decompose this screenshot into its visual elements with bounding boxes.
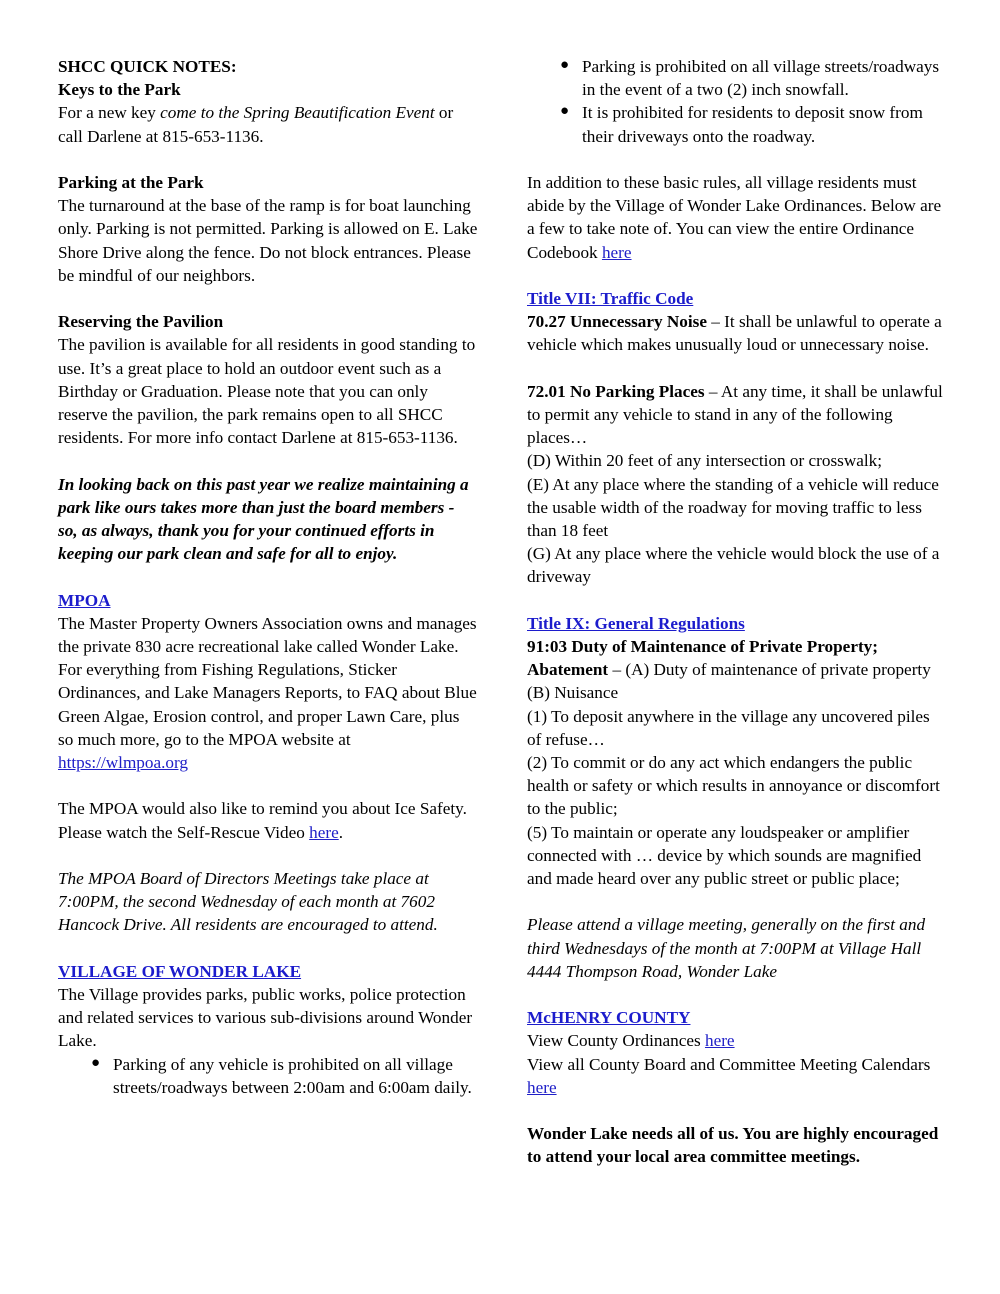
left-column <box>58 55 478 1099</box>
keys-text-after: or call Darlene at 815-653-1136. <box>58 103 454 146</box>
ordinance-70-27 <box>527 310 947 356</box>
quick-notes-title: SHCC QUICK NOTES: <box>58 57 237 76</box>
ordinance-70-27-text: – It shall be unlawful to operate a vehicle which makes unusually loud or unnecessary noise. <box>527 312 942 355</box>
ordinances-intro-text: In addition to these basic rules, all village residents must abide by the Village of Wonder Lake Ordinances. Below are a few to take note of. You can view the entire Ordinance Codebook <box>527 173 942 262</box>
mpoa-meetings-note: The MPOA Board of Directors Meetings take place at 7:00PM, the second Wednesday of each month at 7602 Hancock Drive. All residents are encouraged to attend. <box>58 869 438 935</box>
list-item-text: Parking is prohibited on all village streets/roadways in the event of a two (2) inch snowfall. <box>582 57 940 100</box>
ice-safety-period: . <box>338 822 344 842</box>
pavilion-body: The pavilion is available for all residents in good standing to use. It’s a great place to hold an outdoor event such as a Birthday or Graduation. Please note that you can only reserve the pavilion, the park remains open to all SHCC residents. For more info contact Darlene at 815-653-1136. <box>58 335 476 448</box>
ordinance-72-01-label: 72.01 No Parking Places <box>527 381 705 401</box>
village-meeting-note: Please attend a village meeting, generally on the first and third Wednesdays of the month at 7:00PM at Village Hall 4444 Thompson Road, Wonder Lake <box>527 915 926 981</box>
mpoa-heading-label: MPOA <box>58 590 111 610</box>
list-item <box>58 1053 478 1099</box>
bullet-icon: ● <box>91 1054 101 1071</box>
mpoa-para-2 <box>58 658 478 774</box>
mpoa-para-2-text: For everything from Fishing Regulations, Sticker Ordinances, and Lake Managers Reports, to FAQ about Blue Green Algae, Erosion control, and proper Lawn Care, plus so much more, go to the MPOA website at <box>58 660 477 749</box>
spacer <box>527 890 947 913</box>
title-ix-heading-label: Title IX: General Regulations <box>527 613 745 633</box>
list-item-text: Parking of any vehicle is prohibited on all village streets/roadways between 2:00am and 6:00am daily. <box>113 1054 472 1097</box>
spacer <box>527 264 947 287</box>
title-vii-heading-label: Title VII: Traffic Code <box>527 289 694 308</box>
spacer <box>58 148 478 171</box>
village-bullet-list <box>58 1053 478 1099</box>
ice-safety-text: The MPOA would also like to remind you about Ice Safety. Please watch the Self-Rescue Video <box>58 799 467 842</box>
village-bullet-list-continued <box>527 55 947 148</box>
keys-body <box>58 101 478 147</box>
ice-safety-para <box>58 797 478 843</box>
ordinance-91-03-label: 91:03 Duty of Maintenance of Private Property; Abatement <box>527 637 878 680</box>
ordinance-91-03-text: – (A) Duty of maintenance of private property (B) Nuisance <box>527 660 931 703</box>
parking-heading: Parking at the Park <box>58 173 204 192</box>
closing-note: Wonder Lake needs all of us. You are highly encouraged to attend your local area committee meetings. <box>527 1124 939 1167</box>
spacer <box>527 589 947 612</box>
ordinance-72-01-sub-d: (D) Within 20 feet of any intersection or crosswalk; <box>527 451 883 471</box>
mchenry-heading-label: McHENRY COUNTY <box>527 1008 691 1028</box>
spacer <box>58 449 478 472</box>
spacer <box>58 565 478 588</box>
mpoa-para-1: The Master Property Owners Association owns and manages the private 830 acre recreational lake called Wonder Lake. <box>58 613 477 657</box>
parking-body: The turnaround at the base of the ramp is for boat launching only. Parking is not permitted. Parking is allowed on E. Lake Shore Drive along the fence. Do not block entrances. Please be mindful of our neighbors. <box>58 196 478 285</box>
ordinance-72-01 <box>527 380 947 450</box>
ice-safety-here-link[interactable]: here <box>309 822 339 842</box>
list-item <box>527 55 947 101</box>
spacer <box>527 1099 947 1122</box>
spacer <box>527 983 947 1006</box>
ordinance-91-03 <box>527 635 947 705</box>
village-body: The Village provides parks, public works, police protection and related services to various sub-divisions around Wonder Lake. <box>58 985 473 1051</box>
village-heading-link[interactable] <box>58 960 478 983</box>
right-column <box>527 55 947 1169</box>
spacer <box>527 357 947 380</box>
county-ordinances-line <box>527 1029 947 1052</box>
county-calendars-here-link[interactable]: here <box>527 1077 557 1097</box>
county-calendars-text: View all County Board and Committee Meeting Calendars <box>527 1054 931 1074</box>
title-ix-heading-link[interactable] <box>527 612 947 635</box>
county-ordinances-here-link[interactable]: here <box>704 1031 735 1051</box>
ordinances-intro <box>527 171 947 264</box>
two-column-layout <box>0 55 1000 1169</box>
spacer <box>58 287 478 310</box>
bullet-icon: ● <box>560 57 570 73</box>
county-calendars-line <box>527 1053 947 1099</box>
ordinance-70-27-label: 70.27 Unnecessary Noise <box>527 312 707 332</box>
spacer <box>527 148 947 171</box>
mpoa-heading-link[interactable] <box>58 589 478 612</box>
ordinance-72-01-sub-g: (G) At any place where the vehicle would block the use of a driveway <box>527 544 940 587</box>
keys-text-before: For a new key <box>58 103 161 123</box>
title-vii-heading-link[interactable] <box>527 287 947 310</box>
ordinance-72-01-text: – At any time, it shall be unlawful to permit any vehicle to stand in any of the following places… <box>527 381 943 448</box>
spacer <box>58 774 478 797</box>
ordinance-codebook-link[interactable]: here <box>601 242 632 262</box>
spacer <box>58 844 478 867</box>
spacer <box>58 937 478 960</box>
ordinance-91-03-sub-1: (1) To deposit anywhere in the village any uncovered piles of refuse… <box>527 706 930 749</box>
list-item-text: It is prohibited for residents to deposit snow from their driveways onto the roadway. <box>582 103 923 146</box>
list-item <box>527 101 947 147</box>
keys-heading: Keys to the Park <box>58 80 181 100</box>
thanks-note: In looking back on this past year we realize maintaining a park like ours takes more than just the board members - so, as always, thank you for your continued efforts in keeping our park clean and safe for all to enjoy. <box>58 474 469 564</box>
ordinance-72-01-sub-e: (E) At any place where the standing of a vehicle will reduce the usable width of the roadway for moving traffic to less than 18 feet <box>527 474 939 541</box>
ordinance-91-03-sub-2: (2) To commit or do any act which endangers the public health or safety or which results in annoyance or discomfort to the public; <box>527 753 940 819</box>
keys-text-italic: come to the Spring Beautification Event <box>160 103 435 123</box>
village-heading-label: VILLAGE OF WONDER LAKE <box>58 961 302 981</box>
mpoa-website-link[interactable]: https://wlmpoa.org <box>58 753 189 773</box>
ordinance-91-03-sub-5: (5) To maintain or operate any loudspeaker or amplifier connected with … device by which sounds are magnified and made heard over any public street or public place; <box>527 822 922 889</box>
mchenry-heading-link[interactable] <box>527 1006 947 1029</box>
county-ordinances-text: View County Ordinances <box>527 1031 705 1051</box>
pavilion-heading: Reserving the Pavilion <box>58 312 224 332</box>
bullet-icon: ● <box>560 103 570 120</box>
